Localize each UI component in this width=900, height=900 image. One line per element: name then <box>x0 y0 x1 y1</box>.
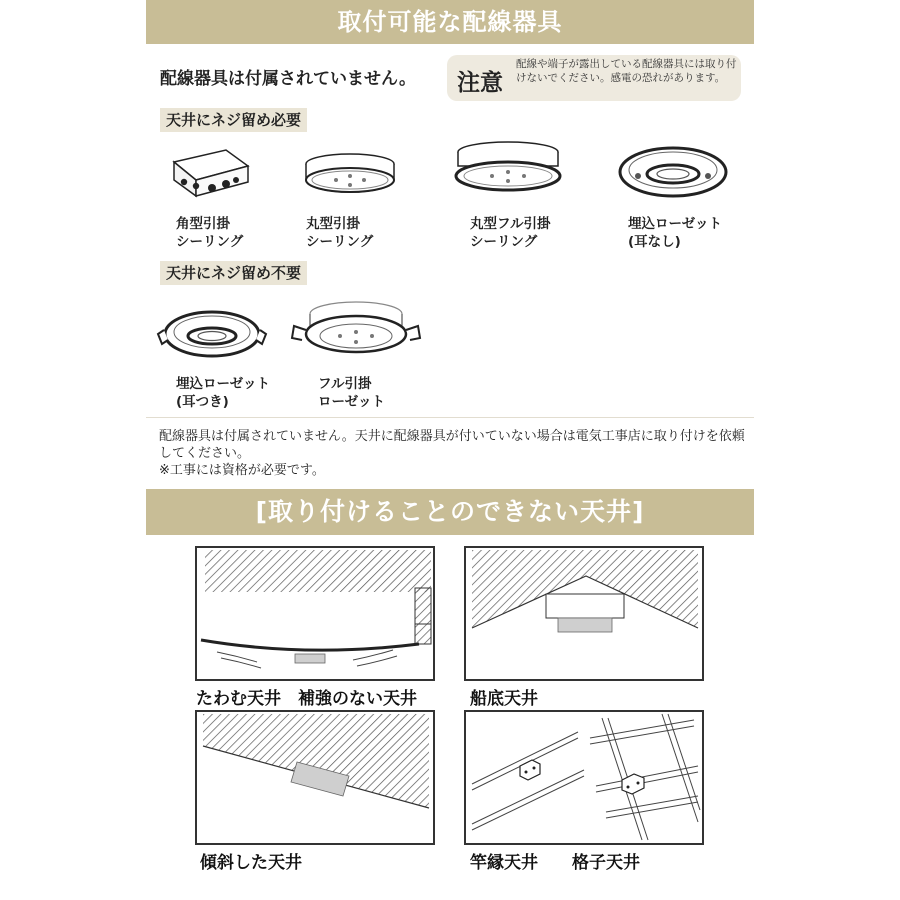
round-full-hook-ceiling-icon <box>452 138 564 200</box>
panel-caption: 船底天井 <box>470 689 538 709</box>
boat-bottom-ceiling-panel <box>464 546 704 681</box>
panel-caption: たわむ天井 補強のない天井 <box>196 689 417 709</box>
lattice-ceiling-icon <box>466 712 702 843</box>
caution-text: 配線や端子が露出している配線器具には取り付けないでください。感電の恐れがあります。 <box>516 58 737 84</box>
header-title: 取付可能な配線器具 <box>337 8 563 36</box>
sagging-ceiling-panel <box>195 546 435 681</box>
round-hook-ceiling-icon <box>300 150 400 200</box>
note-line: ※工事には資格が必要です。 <box>159 463 325 478</box>
item-label: 丸型引掛 シーリング <box>306 216 374 250</box>
item-label: 埋込ローゼット (耳なし) <box>628 216 722 250</box>
item-label: 丸型フル引掛 シーリング <box>470 216 551 250</box>
intro-text: 配線器具は付属されていません。 <box>160 69 417 89</box>
divider <box>146 417 754 418</box>
unsuitable-banner <box>146 489 754 535</box>
embedded-rosette-icon <box>616 136 730 200</box>
header-banner <box>146 0 754 44</box>
caution-label: 注意 <box>457 70 503 96</box>
screw-required-heading: 天井にネジ留め必要 <box>160 108 307 132</box>
full-hook-rosette-icon <box>288 298 424 362</box>
item-label: フル引掛 ローゼット <box>318 376 385 410</box>
sloped-ceiling-icon <box>197 712 433 843</box>
boat-bottom-ceiling-icon <box>466 548 702 679</box>
item-label: 角型引掛 シーリング <box>176 216 244 250</box>
unsuitable-title: [取り付けることのできない天井] <box>255 497 645 526</box>
sloped-ceiling-panel <box>195 710 435 845</box>
panel-caption: 傾斜した天井 <box>200 853 302 873</box>
note-line: 配線器具は付属されていません。天井に配線器具が付いていない場合は電気工事店に取り付けを依頼してください。 <box>159 429 745 461</box>
screw-not-required-heading: 天井にネジ留め不要 <box>160 261 307 285</box>
sagging-ceiling-icon <box>197 548 433 679</box>
lattice-ceiling-panel <box>464 710 704 845</box>
square-hook-ceiling-icon <box>166 148 256 200</box>
embedded-rosette-eared-icon <box>156 300 268 362</box>
panel-caption: 竿縁天井 格子天井 <box>470 853 640 873</box>
notes <box>159 428 754 479</box>
item-label: 埋込ローゼット (耳つき) <box>176 376 270 410</box>
